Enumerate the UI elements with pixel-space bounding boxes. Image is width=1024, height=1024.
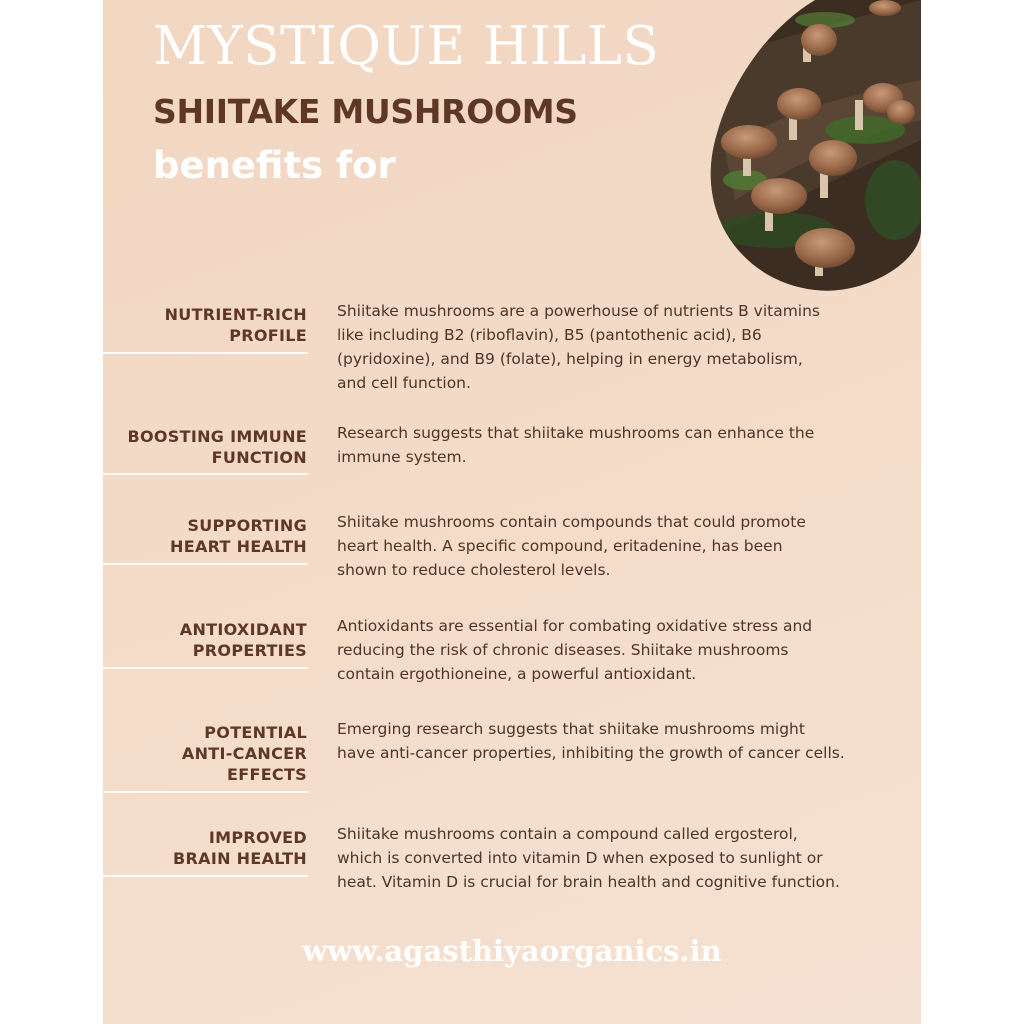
- divider: [103, 563, 308, 565]
- mushroom-photo: [705, 0, 921, 292]
- benefit-description: Antioxidants are essential for combating oxidative stress and reducing the risk of chronic diseases. Shiitake mushrooms contain ergothioneine, a powerful antioxidant.: [337, 617, 813, 683]
- divider: [103, 875, 308, 877]
- benefit-description: Emerging research suggests that shiitake mushrooms might have anti-cancer properties, inhibiting the growth of cancer cells.: [337, 720, 845, 762]
- benefit-label: ANTIOXIDANT PROPERTIES: [179, 620, 307, 660]
- divider: [103, 791, 308, 793]
- website-url: www.agasthiyaorganics.in: [302, 934, 722, 968]
- benefit-label: SUPPORTING HEART HEALTH: [170, 516, 307, 556]
- poster: [103, 0, 921, 1024]
- divider: [103, 473, 308, 475]
- benefit-label: NUTRIENT-RICH PROFILE: [164, 305, 307, 345]
- benefit-description: Shiitake mushrooms contain a compound called ergosterol, which is converted into vitamin D when exposed to sunlight or heat. Vitamin D is crucial for brain health and cognitive function.: [337, 825, 840, 891]
- benefit-label: BOOSTING IMMUNE FUNCTION: [127, 427, 307, 467]
- headline: SHIITAKE MUSHROOMS: [153, 92, 578, 131]
- benefit-description: Shiitake mushrooms contain compounds that could promote heart health. A specific compound, eritadenine, has been shown to reduce cholesterol levels.: [337, 513, 806, 579]
- divider: [103, 352, 308, 354]
- benefit-description: Research suggests that shiitake mushrooms can enhance the immune system.: [337, 424, 815, 466]
- benefit-description: Shiitake mushrooms are a powerhouse of nutrients B vitamins like including B2 (riboflavin), B5 (pantothenic acid), B6 (pyridoxine), and B9 (folate), helping in energy metabolism, and cell function.: [337, 302, 821, 392]
- benefit-label: IMPROVED BRAIN HEALTH: [173, 828, 307, 868]
- divider: [103, 667, 308, 669]
- subhead: benefits for: [153, 144, 396, 187]
- benefit-label: POTENTIAL ANTI-CANCER EFFECTS: [181, 723, 307, 784]
- brand-title: MYSTIQUE HILLS: [153, 16, 660, 77]
